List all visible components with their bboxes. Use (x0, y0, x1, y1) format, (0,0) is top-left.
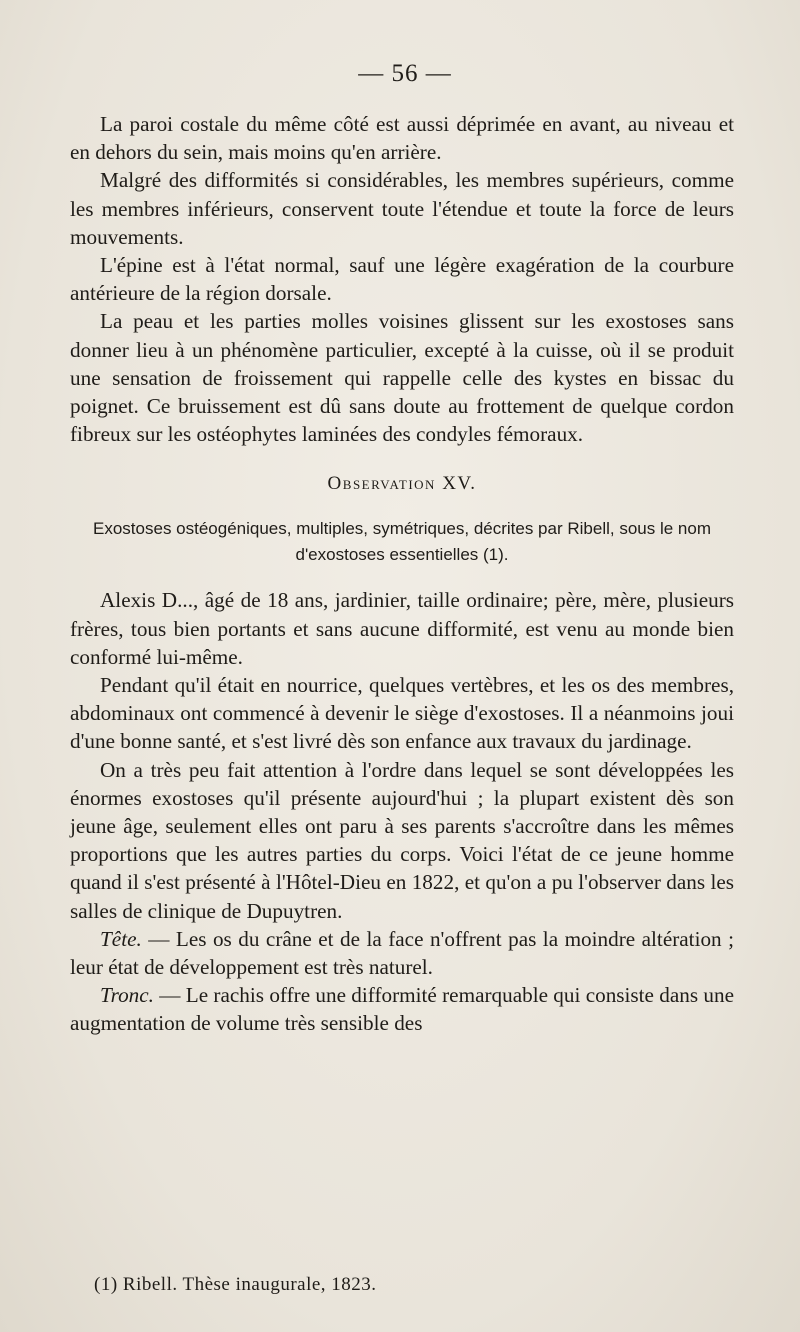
paragraph: Alexis D..., âgé de 18 ans, jardinier, taille ordinaire; père, mère, plusieurs frères, tous bien portants et sans aucune difformité, est venu au monde bien conformé lui-même. (70, 588, 734, 669)
observation-subtitle: Exostoses ostéogéniques, multiples, symétriques, décrites par Ribell, sous le nom d'exostoses essentielles (1). (93, 519, 711, 565)
section-paragraph-head (70, 925, 734, 981)
footnote: (1) Ribell. Thèse inaugurale, 1823. (94, 1274, 377, 1295)
section-label: Tronc. (100, 983, 154, 1008)
section-paragraph-trunk (70, 981, 734, 1037)
paragraph: L'épine est à l'état normal, sauf une légère exagération de la courbure antérieure de la région dorsale. (70, 253, 734, 306)
section-text: — Le rachis offre une difformité remarquable qui consiste dans une augmentation de volume très sensible des (70, 983, 734, 1036)
paragraph: La peau et les parties molles voisines glissent sur les exostoses sans donner lieu à un phénomène particulier, excepté à la cuisse, où il se produit une sensation de froissement qui rappelle celle des kystes en bissac du poignet. Ce bruissement est dû sans doute au frottement de quelque cordon fibreux sur les ostéophytes laminées des condyles fémoraux. (70, 309, 734, 447)
paragraph: Pendant qu'il était en nourrice, quelques vertèbres, et les os des membres, abdominaux ont commencé à devenir le siège d'exostoses. Il a néanmoins joui d'une bonne santé, et s'est livré dès son enfance aux travaux du jardinage. (70, 673, 734, 754)
paragraph: La paroi costale du même côté est aussi déprimée en avant, au niveau et en dehors du sein, mais moins qu'en arrière. (70, 112, 734, 165)
observation-title: Observation XV. (327, 473, 477, 495)
page-number: — 56 — (358, 60, 452, 87)
paragraph: On a très peu fait attention à l'ordre dans lequel se sont développées les énormes exostoses qu'il présente aujourd'hui ; la plupart existent dès son jeune âge, seulement elles ont paru à ses parents s'accroître dans les mêmes proportions que les autres parties du corps. Voici l'état de ce jeune homme quand il s'est présenté à l'Hôtel-Dieu en 1822, et qu'on a pu l'observer dans les salles de clinique de Dupuytren. (70, 757, 734, 923)
section-label: Tête. (100, 926, 142, 951)
section-text: — Les os du crâne et de la face n'offrent pas la moindre altération ; leur état de développement est très naturel. (70, 926, 734, 980)
paragraph: Malgré des difformités si considérables, les membres supérieurs, comme les membres inférieurs, conservent toute l'étendue et toute la force de leurs mouvements. (70, 168, 734, 249)
